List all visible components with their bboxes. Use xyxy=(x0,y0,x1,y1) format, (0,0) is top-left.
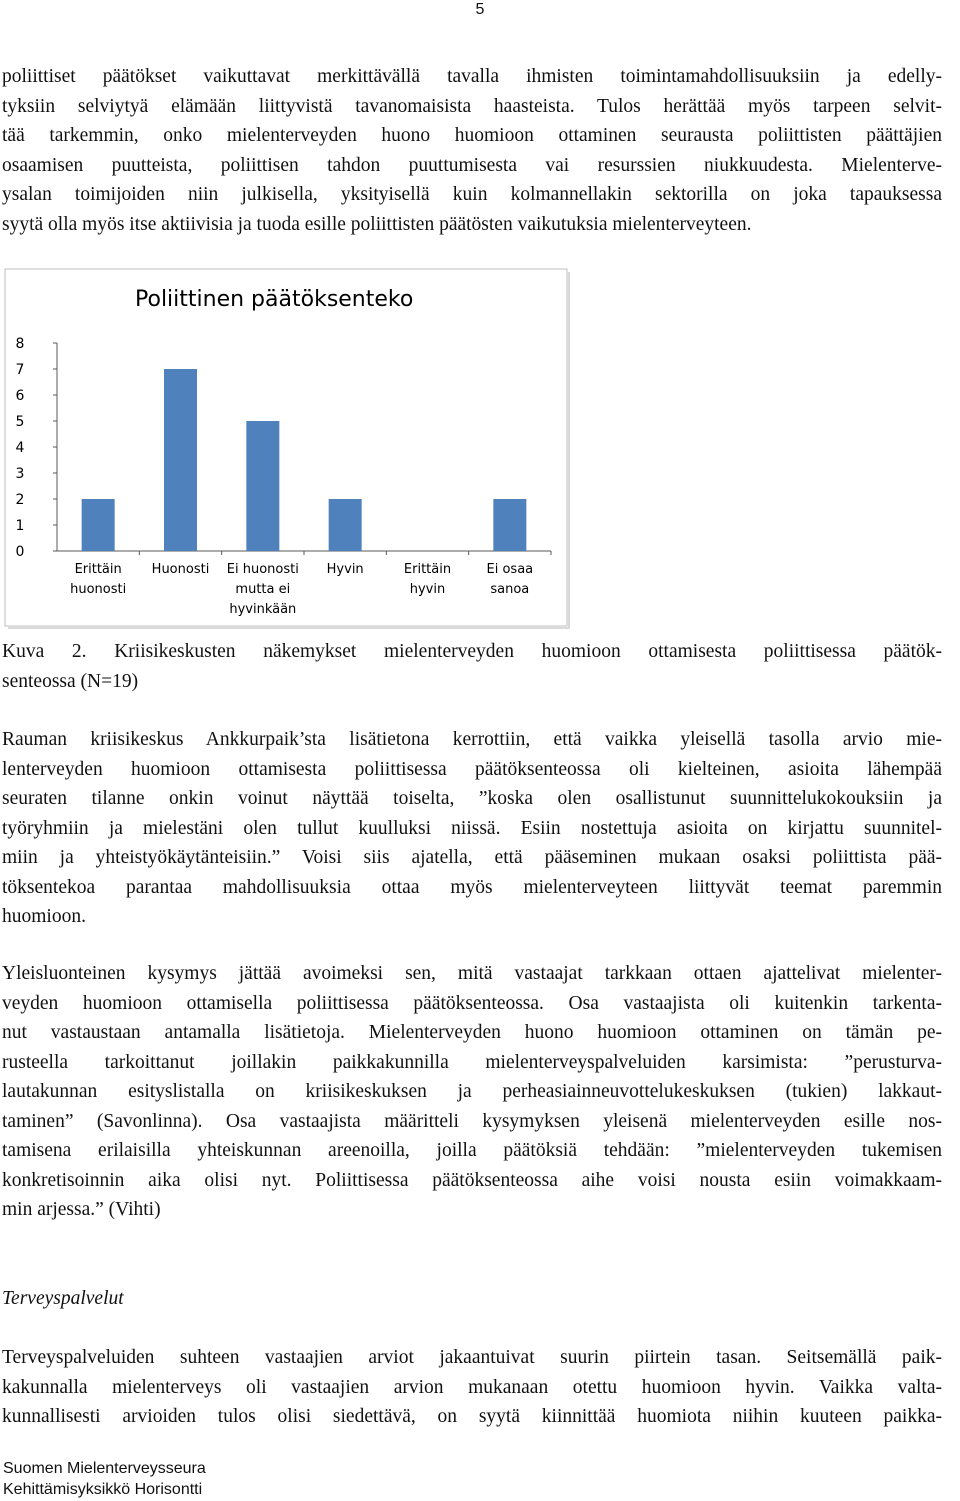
text-line: osaamisen puutteista, poliittisen tahdon puuttumisesta vai resurssien niukkuudesta. Mielenterve- xyxy=(2,154,942,176)
y-tick-label: 8 xyxy=(15,336,25,352)
bar xyxy=(82,499,115,551)
text-line: tyksiin selviytyä elämään liittyvistä tavanomaisista haasteista. Tulos herättää myös tarpeen selvit- xyxy=(2,95,942,117)
page-number: 5 xyxy=(475,1,485,18)
text-line: tamisena erilaisilla yhteiskunnan areenoilla, joilla päätöksiä tehdään: ”mielenterveyden tukemisen xyxy=(2,1140,942,1161)
y-tick-label: 1 xyxy=(15,518,25,534)
x-tick-label: Erittäin xyxy=(74,562,122,577)
text-line: huomioon. xyxy=(2,906,86,927)
text-line: lautakunnan esityslistalla on kriisikeskuksen ja perheasiainneuvottelukeskuksen (tukien) lakkaut- xyxy=(2,1081,942,1102)
y-tick-label: 5 xyxy=(15,414,25,430)
text-line: taminen” (Savonlinna). Osa vastaajista määritteli kysymyksen yleisenä mielenterveyden esille nos- xyxy=(2,1110,942,1132)
footer-organization: Suomen Mielenterveysseura xyxy=(3,1460,206,1477)
y-tick-label: 3 xyxy=(15,466,25,482)
bar xyxy=(493,499,526,551)
footer-unit: Kehittämisyksikkö Horisontti xyxy=(3,1481,203,1498)
bar-chart xyxy=(3,268,571,630)
text-line: työryhmiin ja mielestäni olen tullut kuulluksi niissä. Esiin nostettuja asioita on kirjattu suunnitel- xyxy=(2,817,942,839)
x-tick-label: Ei osaa xyxy=(486,562,534,577)
paragraph-1 xyxy=(2,62,942,239)
paragraph-2 xyxy=(2,725,942,932)
paragraph-3 xyxy=(2,959,942,1225)
paragraph-4 xyxy=(2,1343,942,1432)
caption-line: senteossa (N=19) xyxy=(2,670,139,692)
figure-caption xyxy=(2,637,942,696)
text-line: rusteella tarkoittanut joillakin paikkakunnilla mielenterveyspalveluiden karsimista: ”perusturva- xyxy=(2,1051,942,1073)
text-line: tää tarkemmin, onko mielenterveyden huono huomioon ottaminen seurausta poliittisten päättäjien xyxy=(2,125,942,146)
x-tick-label: Hyvin xyxy=(326,562,364,577)
text-line: töksentekoa parantaa mahdollisuuksia ottaa myös mielenterveyteen liittyvät teemat paremmin xyxy=(2,876,942,898)
x-tick-label: hyvin xyxy=(409,582,446,597)
text-line: nut vastaustaan antamalla lisätietoja. Mielenterveyden huono huomioon ottaminen on tämän pe- xyxy=(2,1022,942,1043)
x-tick-label: Ei huonosti xyxy=(226,562,299,577)
text-line: Yleisluonteinen kysymys jättää avoimeksi sen, mitä vastaajat tarkkaan ottaen ajattelivat mielenter- xyxy=(2,963,942,984)
text-line: ysalan toimijoiden niin julkisella, yksityisellä kuin kolmannellakin sektorilla on joka tapauksessa xyxy=(2,184,942,205)
bar xyxy=(246,421,279,551)
section-heading: Terveyspalvelut xyxy=(2,1288,124,1309)
chart-canvas xyxy=(3,268,571,630)
text-line: kunnallisesti arvioiden tulos olisi siedettävä, on syytä kiinnittää huomiota niihin kuuteen paikka- xyxy=(2,1406,942,1427)
text-line: kakunnalla mielenterveys oli vastaajien arvion mukanaan otettu huomioon hyvin. Vaikka valta- xyxy=(2,1376,942,1398)
footer xyxy=(3,1458,206,1500)
y-tick-label: 7 xyxy=(15,362,25,378)
text-line: veyden huomioon ottamisella poliittisessa päätöksenteossa. Osa vastaajista oli kuitenkin tarkenta- xyxy=(2,992,942,1014)
text-line: lenterveyden huomioon ottamisesta poliittisessa päätöksenteossa oli kielteinen, asioita lähempää xyxy=(2,758,942,780)
text-line: min arjessa.” (Vihti) xyxy=(2,1199,161,1220)
y-tick-label: 6 xyxy=(15,388,25,404)
text-line: seuraten tilanne onkin voinut näyttää toiselta, ”koska olen osallistunut suunnittelukokouksiin ja xyxy=(2,788,942,809)
y-tick-label: 2 xyxy=(15,492,25,508)
chart-title: Poliittinen päätöksenteko xyxy=(135,287,414,312)
y-tick-label: 4 xyxy=(15,440,25,456)
text-line: Terveyspalveluiden suhteen vastaajien arviot jakaantuivat suurin piirtein tasan. Seitsemällä paik- xyxy=(2,1347,942,1368)
x-tick-label: mutta ei xyxy=(235,582,291,597)
text-line: poliittiset päätökset vaikuttavat merkittävällä tavalla ihmisten toimintamahdollisuuksiin ja edelly- xyxy=(2,66,942,87)
x-tick-label: Erittäin xyxy=(403,562,452,577)
bar xyxy=(329,499,362,551)
caption-line: Kuva 2. Kriisikeskusten näkemykset mielenterveyden huomioon ottamisesta poliittisessa päätök- xyxy=(2,641,942,662)
x-tick-label: Huonosti xyxy=(151,562,210,577)
x-tick-label: sanoa xyxy=(490,582,530,597)
y-tick-label: 0 xyxy=(15,544,25,560)
text-line: syytä olla myös itse aktiivisia ja tuoda esille poliittisten päätösten vaikutuksia mielenterveyteen. xyxy=(2,213,752,235)
bar xyxy=(164,369,197,551)
x-tick-label: huonosti xyxy=(70,582,127,597)
text-line: konkretisoinnin aika olisi nyt. Poliittisessa päätöksenteossa aihe voisi nousta esiin voimakkaam- xyxy=(2,1169,942,1191)
text-line: Rauman kriisikeskus Ankkurpaik’sta lisätietona kerrottiin, että vaikka yleisellä tasolla arvio mie- xyxy=(2,729,942,750)
x-tick-label: hyvinkään xyxy=(229,602,297,617)
text-line: miin ja yhteistyökäytänteisiin.” Voisi siis ajatella, että pääseminen mukaan osaksi poliittista pää- xyxy=(2,847,942,868)
